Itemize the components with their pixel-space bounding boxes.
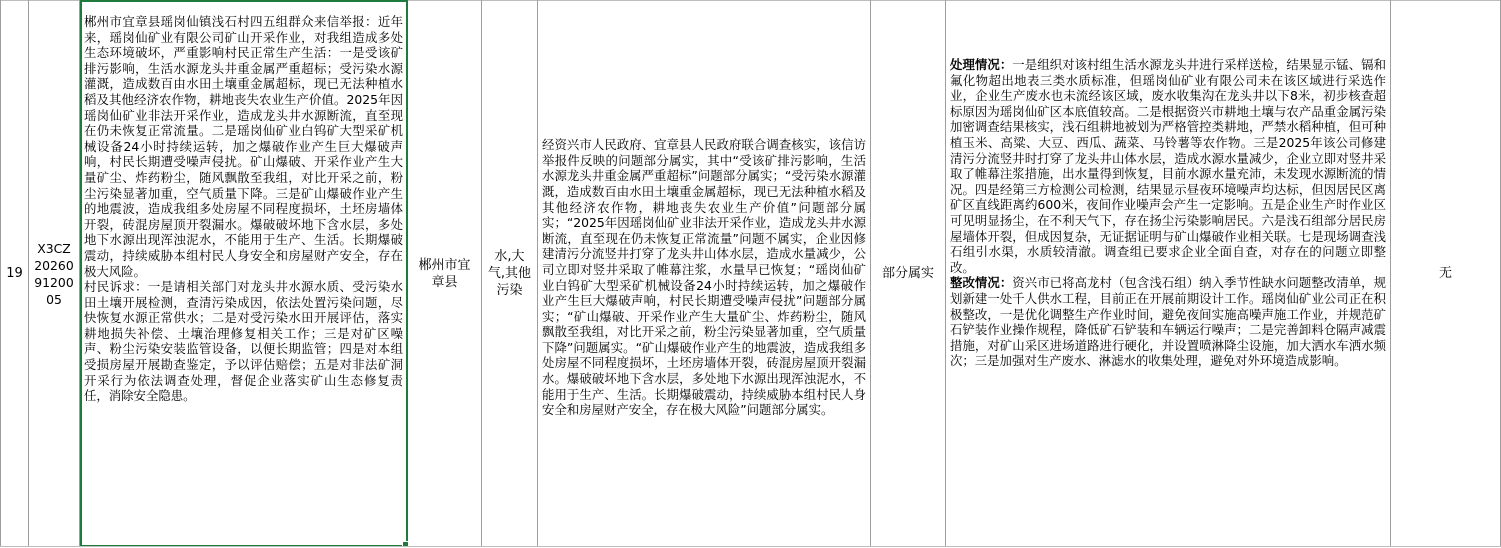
pollution-type-cell[interactable] [482, 0, 538, 547]
rectify-text: 资兴市已将高龙村（包含浅石组）纳入季节性缺水问题整改清单，规划新建一处千人供水工程，目前正在开展前期设计工作。瑶岗仙矿业公司正在积极整改，一是优化调整生产作业时间，避免夜间实施高噪声施工作业，并规范矿石铲装作业操作规程，降低矿石铲装和车辆运行噪声；二是完善卸料仓隔声减震措施，对矿山采区进场道路进行硬化，并设置喷淋降尘设施，加大洒水车洒水频次；三是加强对生产废水、淋滤水的收集处理，避免对外环境造成影响。 [950, 275, 1387, 369]
investigation-text: 经资兴市人民政府、宜章县人民政府联合调查核实，该信访举报件反映的问题部分属实，其中“受该矿排污影响，生活水源龙头井重金属严重超标”问题部分属实；“受污染水源灌溉，造成数百由水田土壤重金属超标，现已无法种植水稻及其他经济农作物，耕地丧失农业生产价值”问题部分属实；“2025年因瑶岗仙矿业非法开采作业，造成龙头井水源断流，直至现在仍未恢复正常流量”问题不属实，企业因修建清污分流竖井打穿了龙头井山体水层，造成水量减少，公司立即对竖井采取了帷幕注浆，水量早已恢复；“瑶岗仙矿业白钨矿大型采矿机械设备24小时持续运转，加之爆破作业产生巨大爆破声响，村民长期遭受噪声侵扰”问题部分属实；“矿山爆破、开采作业产生大量矿尘、炸药粉尘，随风飘散至我组，对比开采之前，粉尘污染显著加重，空气质量下降”问题属实。“矿山爆破作业产生的地震波，造成我组多处房屋不同程度损坏，土坯房墙体开裂，砖混房屋顶开裂漏水。爆破破坏地下含水层，多处地下水源出现浑浊泥水，不能用于生产、生活。长期爆破震动，持续威胁本组村民人身安全和房屋财产安全，存在极大风险”问题部分属实。 [542, 137, 866, 418]
verdict: 部分属实 [881, 266, 934, 281]
remark: 无 [1438, 266, 1452, 281]
handling-label: 处理情况： [950, 57, 1013, 72]
investigation-cell[interactable] [538, 0, 871, 547]
handling-cell[interactable] [946, 0, 1391, 547]
petition-cell[interactable] [80, 0, 408, 547]
case-id-cell[interactable] [29, 0, 80, 547]
case-id: X3CZ2026091200 05 [34, 240, 74, 307]
petition-text: 郴州市宜章县瑶岗仙镇浅石村四五组群众来信举报：近年来，瑶岗仙矿业有限公司矿山开采作业，对我组造成多处生态环境破坏，严重影响村民正常生产生活：一是受该矿排污影响，生活水源龙头井重金属严重超标；受污染水源灌溉，造成数百由水田土壤重金属超标，现已无法种植水稻及其他经济农作物，耕地丧失农业生产价值。2025年因瑶岗仙矿业非法开采作业，造成龙头井水源断流，直至现在仍未恢复正常流量。二是瑶岗仙矿业白钨矿大型采矿机械设备24小时持续运转，加之爆破作业产生巨大爆破声响，村民长期遭受噪声侵扰。矿山爆破、开采作业产生大量矿尘、炸药粉尘，随风飘散至我组，对比开采之前，粉尘污染显著加重，空气质量下降。三是矿山爆破作业产生的地震波，造成我组多处房屋不同程度损坏，土坯房墙体开裂，砖混房屋顶开裂漏水。爆破破坏地下含水层，多处地下水源出现浑浊泥水，不能用于生产、生活。长期爆破震动，持续威胁本组村民人身安全和房屋财产安全，存在极大风险。 村民诉求：一是请相关部门对龙头井水源水质、受污染水田土壤开展检测，查清污染成因，依法处置污染问题，尽快恢复水源正常供水；二是对受污染水田开展评估，落实耕地损失补偿、土壤治理修复相关工作；三是对矿区噪声、粉尘污染安装监管设备，以便长期监管；四是对本组受损房屋开展勘查鉴定，予以评估赔偿；五是对非法矿洞开采行为依法调查处理，督促企业落实矿山生态修复责任，消除安全隐患。 [84, 14, 403, 404]
location: 郴州市宜章县 [418, 257, 471, 290]
location-cell[interactable] [408, 0, 482, 547]
row-index: 19 [6, 266, 23, 281]
remark-cell[interactable] [1391, 0, 1501, 547]
rectify-label: 整改情况： [950, 275, 1013, 291]
row-index-cell[interactable] [0, 0, 29, 547]
verdict-cell[interactable] [871, 0, 946, 547]
handling-text: 一是组织对该村组生活水源龙头井进行采样送检，结果显示锰、镉和氟化物超出地表三类水质标准，但瑶岗仙矿业有限公司未在该区域进行采选作业，企业生产废水也未流经该区域，废水收集沟在龙头井以下8米，初步核查超标原因为瑶岗仙矿区本底值较高。二是根据资兴市耕地土壤与农产品重金属污染加密调查结果核实，浅石组耕地被划为严格管控类耕地，严禁水稻种植，但可种植玉米、高粱、大豆、西瓜、蔬菜、马铃薯等农作物。三是2025年该公司修建清污分流竖井时打穿了龙头井山体水层，造成水源水量减少，企业立即对竖井采取了帷幕注浆措施，出水量得到恢复，目前水源水量充沛，未发现水源断流的情况。四是经第三方检测公司检测，结果显示昼夜环境噪声均达标，但因居民区离矿区直线距离约600米，夜间作业噪声会产生一定影响。五是企业生产时作业区可见明显扬尘，在不利天气下，存在扬尘污染影响居民。六是浅石组部分居民房屋墙体开裂，但成因复杂，无证据证明与矿山爆破作业相关联。七是现场调查浅石组引水渠，水质较清澈。调查组已要求企业全面自查，对存在的问题立即整改。 [950, 57, 1387, 275]
handling-block [946, 0, 1390, 369]
pollution-type: 水,大气,其他污染 [487, 249, 532, 298]
